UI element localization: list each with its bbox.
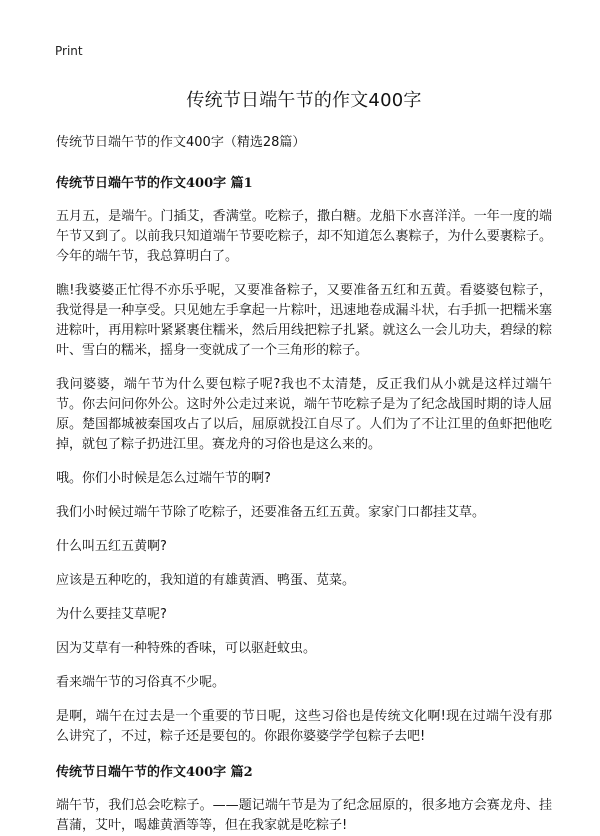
document-subtitle: 传统节日端午节的作文400字（精选28篇） bbox=[56, 135, 306, 150]
paragraph: 为什么要挂艾草呢? bbox=[56, 607, 167, 622]
paragraph: 五月五，是端午。门插艾，香满堂。吃粽子，撒白糖。龙船下水喜洋洋。一年一度的端午节又到了。以前我只知道端午节要吃粽子，却不知道怎么裹粽子，为什么要裹粽子。今年的端午节，我总算明白了。 bbox=[56, 209, 552, 264]
paragraph: 端午节，我们总会吃粽子。——题记端午节是为了纪念屈原的，很多地方会赛龙舟、挂菖蒲，艾叶，喝雄黄酒等等，但在我家就是吃粽子! bbox=[56, 798, 552, 833]
paragraph: 应该是五种吃的，我知道的有雄黄酒、鸭蛋、苋菜。 bbox=[56, 573, 356, 588]
article-section-1 bbox=[56, 172, 552, 747]
document-title: 传统节日端午节的作文400字 bbox=[186, 90, 422, 111]
paragraph: 我问婆婆，端午节为什么要包粽子呢?我也不太清楚，反正我们从小就是这样过端午节。你去问问你外公。这时外公走过来说，端午节吃粽子是为了纪念战国时期的诗人屈原。楚国都城被秦国攻占了以后，屈原就投江自尽了。人们为了不让江里的鱼虾把他吃掉，就包了粽子扔进江里。赛龙舟的习俗也是这么来的。 bbox=[56, 377, 552, 452]
paragraph: 看来端午节的习俗真不少呢。 bbox=[56, 675, 226, 690]
print-link[interactable]: Print bbox=[55, 44, 83, 58]
paragraph: 瞧!我婆婆正忙得不亦乐乎呢，又要准备粽子，又要准备五红和五黄。看婆婆包粽子，我觉得是一种享受。只见她左手拿起一片粽叶，迅速地卷成漏斗状，右手抓一把糯米塞进粽叶，再用粽叶紧紧裹住糯米，然后用线把粽子扎紧。就这么一会儿功夫，碧绿的粽叶、雪白的糯米，摇身一变就成了一个三角形的粽子。 bbox=[56, 283, 552, 358]
paragraph: 因为艾草有一种特殊的香味，可以驱赶蚊虫。 bbox=[56, 641, 317, 656]
paragraph: 什么叫五红五黄啊? bbox=[56, 539, 167, 554]
section-heading: 传统节日端午节的作文400字 篇1 bbox=[56, 176, 253, 191]
paragraph: 哦。你们小时候是怎么过端午节的啊? bbox=[56, 471, 271, 486]
paragraph: 是啊，端午在过去是一个重要的节日呢，这些习俗也是传统文化啊!现在过端午没有那么讲究了，不过，粽子还是要包的。你跟你婆婆学学包粽子去吧! bbox=[56, 709, 552, 744]
paragraph: 我们小时候过端午节除了吃粽子，还要准备五红五黄。家家门口都挂艾草。 bbox=[56, 505, 486, 520]
article-section-2 bbox=[56, 761, 552, 836]
section-heading: 传统节日端午节的作文400字 篇2 bbox=[56, 765, 253, 780]
